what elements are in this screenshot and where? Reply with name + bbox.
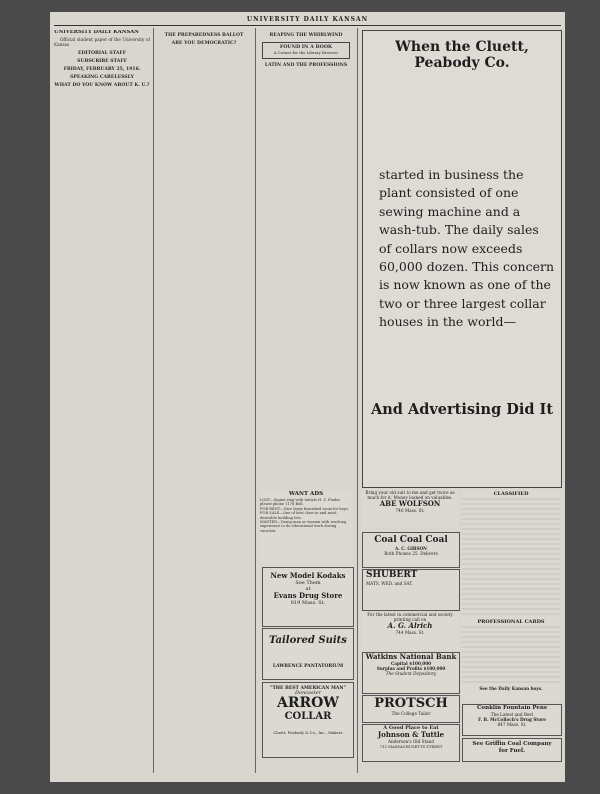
alrich-addr: 744 Mass. St. bbox=[395, 630, 425, 635]
want-ad-sale: FOR SALE—One of best class in and most desirable building lots. bbox=[260, 511, 337, 520]
protsch-title: PROTSCH bbox=[374, 696, 448, 711]
johnson-line4: 712 MASSACHUSETTS STREET bbox=[379, 744, 443, 749]
coal-phones: Both Phones 25. Delivers bbox=[384, 551, 438, 556]
subscribe-staff-heading: SUBSCRIBE STAFF bbox=[77, 58, 127, 64]
want-ads-title: WANT ADS bbox=[288, 491, 324, 497]
watkins-surplus: Surplus and Profits $100,000 bbox=[376, 666, 446, 671]
paper-subtitle: Official student paper of the University of Kansas bbox=[54, 37, 150, 48]
classified-listings bbox=[462, 498, 560, 618]
coal-title: Coal Coal Coal bbox=[374, 535, 448, 545]
found-title: FOUND IN A BOOK bbox=[279, 44, 333, 51]
shubert-title: SHUBERT bbox=[366, 570, 418, 580]
column-2 bbox=[156, 30, 252, 775]
alrich-ad bbox=[362, 612, 458, 650]
want-ad-wanted: WANTED—Young man or woman with teaching experience to do educational work during vacation. bbox=[260, 520, 347, 533]
newspaper-page bbox=[50, 12, 565, 782]
classified-section bbox=[462, 490, 560, 700]
found-in-book-box bbox=[262, 42, 350, 58]
cluett-headline: When the Cluett, Peabody Co. bbox=[395, 39, 529, 71]
coal-name: A. C. GIBSON bbox=[395, 546, 427, 551]
wolfson-text: Bring your old suit to me and get twice as much for it. Money loaned on valuables. bbox=[365, 490, 455, 500]
classified-title: CLASSIFIED bbox=[493, 491, 529, 497]
conklin-line3: F. B. McColloch's Drug Store bbox=[478, 717, 546, 722]
column-divider bbox=[357, 28, 358, 773]
kodak-line4: Evans Drug Store bbox=[273, 591, 343, 600]
wolfson-addr: 740 Mass. St. bbox=[395, 508, 425, 513]
alrich-name: A. G. Alrich bbox=[387, 621, 433, 630]
article-heading-speaking: SPEAKING CARELESSLY bbox=[70, 75, 134, 81]
watkins-tag: The Student Depository bbox=[385, 671, 437, 676]
protsch-ad bbox=[362, 695, 460, 723]
alrich-text: For the latest in commercial and society printing call on bbox=[367, 612, 453, 622]
article-heading-latin: LATIN AND THE PROFESSIONS bbox=[264, 62, 348, 68]
kodak-line2: See Them bbox=[295, 580, 321, 586]
griffin-line1: See Griffin Coal Company bbox=[472, 741, 552, 747]
collar-brand: ARROW bbox=[276, 695, 340, 711]
coal-ad bbox=[362, 532, 460, 568]
want-ad-rent: FOR RENT—Nice large furnished room for boys. bbox=[260, 506, 349, 511]
column-1 bbox=[54, 30, 150, 775]
conklin-line4: 847 Mass. St. bbox=[497, 722, 527, 727]
shubert-sub: MATS. WED. and SAT. bbox=[366, 581, 413, 586]
issue-date: FRIDAY, FEBRUARY 25, 1916. bbox=[63, 67, 141, 73]
griffin-coal-ad bbox=[462, 738, 562, 762]
classified-see-line: See the Daily Kansan boys. bbox=[479, 686, 543, 691]
want-ads bbox=[260, 490, 352, 562]
article-heading-whirlwind: REAPING THE WHIRLWIND bbox=[269, 33, 343, 38]
watkins-title: Watkins National Bank bbox=[365, 652, 457, 661]
wolfson-ad bbox=[362, 490, 458, 528]
suits-title: Tailored Suits bbox=[269, 635, 347, 646]
collar-maker: Cluett, Peabody & Co., Inc., Makers bbox=[273, 730, 343, 735]
johnson-line2: Johnson & Tuttle bbox=[377, 730, 445, 739]
article-heading-ku: WHAT DO YOU KNOW ABOUT K. U.? bbox=[54, 83, 150, 89]
found-subtitle: A Corner for the Library Browser bbox=[273, 50, 339, 56]
collar-type: COLLAR bbox=[284, 711, 332, 722]
johnson-tuttle-ad bbox=[362, 724, 460, 762]
conklin-line1: Conklin Fountain Pens bbox=[477, 705, 547, 711]
johnson-line3: Anderson's Old Stand bbox=[387, 739, 435, 744]
cluett-tagline: And Advertising Did It bbox=[371, 401, 554, 418]
wolfson-name: ABE WOLFSON bbox=[379, 499, 441, 508]
griffin-line2: for Fuel. bbox=[498, 748, 526, 754]
masthead: UNIVERSITY DAILY KANSAN bbox=[246, 16, 369, 23]
collar-top: "THE BEST AMERICAN MAN" bbox=[270, 686, 346, 691]
kodak-line1: New Model Kodaks bbox=[270, 571, 346, 580]
protsch-sub: The College Tailor bbox=[391, 711, 431, 716]
conklin-ad bbox=[462, 704, 562, 736]
masthead-rule bbox=[54, 25, 561, 26]
paper-name: UNIVERSITY DAILY KANSAN bbox=[54, 30, 139, 35]
column-divider bbox=[255, 28, 256, 773]
conklin-line2: The Latest and Best bbox=[490, 712, 534, 717]
watkins-capital: Capital $100,000 bbox=[390, 661, 432, 666]
johnson-line1: A Good Place to Eat bbox=[383, 725, 439, 731]
kodak-line3: at bbox=[305, 586, 311, 592]
want-ad-lost: LOST—Signet ring with initials H. S. Finder please phone 1178 Bell. bbox=[260, 498, 341, 507]
watkins-ad bbox=[362, 652, 460, 694]
editorial-staff-heading: EDITORIAL STAFF bbox=[78, 50, 126, 56]
collar-name: Doncaster bbox=[295, 690, 321, 696]
column-divider bbox=[153, 28, 154, 773]
arrow-collar-ad bbox=[262, 682, 354, 758]
cluett-body: started in business the plant consisted of one sewing machine and a wash-tub. The daily sales of collars now exceeds 60,000 dozen. This concern is now known as one of the two or three largest collar houses in the world— bbox=[379, 167, 554, 330]
professional-listings bbox=[462, 626, 560, 686]
suits-footer: LAWRENCE PANTATORIUM bbox=[272, 664, 344, 669]
article-heading-preparedness: THE PREPAREDNESS BALLOT bbox=[164, 33, 244, 38]
cluett-peabody-ad bbox=[362, 30, 562, 488]
article-heading-democratic: ARE YOU DEMOCRATIC? bbox=[171, 41, 237, 47]
shubert-ad bbox=[362, 569, 460, 611]
professional-cards-heading: PROFESSIONAL CARDS bbox=[477, 619, 545, 625]
kodak-line5: 819 Mass. St. bbox=[290, 600, 326, 606]
kodak-ad bbox=[262, 567, 354, 627]
tailored-suits-ad bbox=[262, 628, 354, 680]
